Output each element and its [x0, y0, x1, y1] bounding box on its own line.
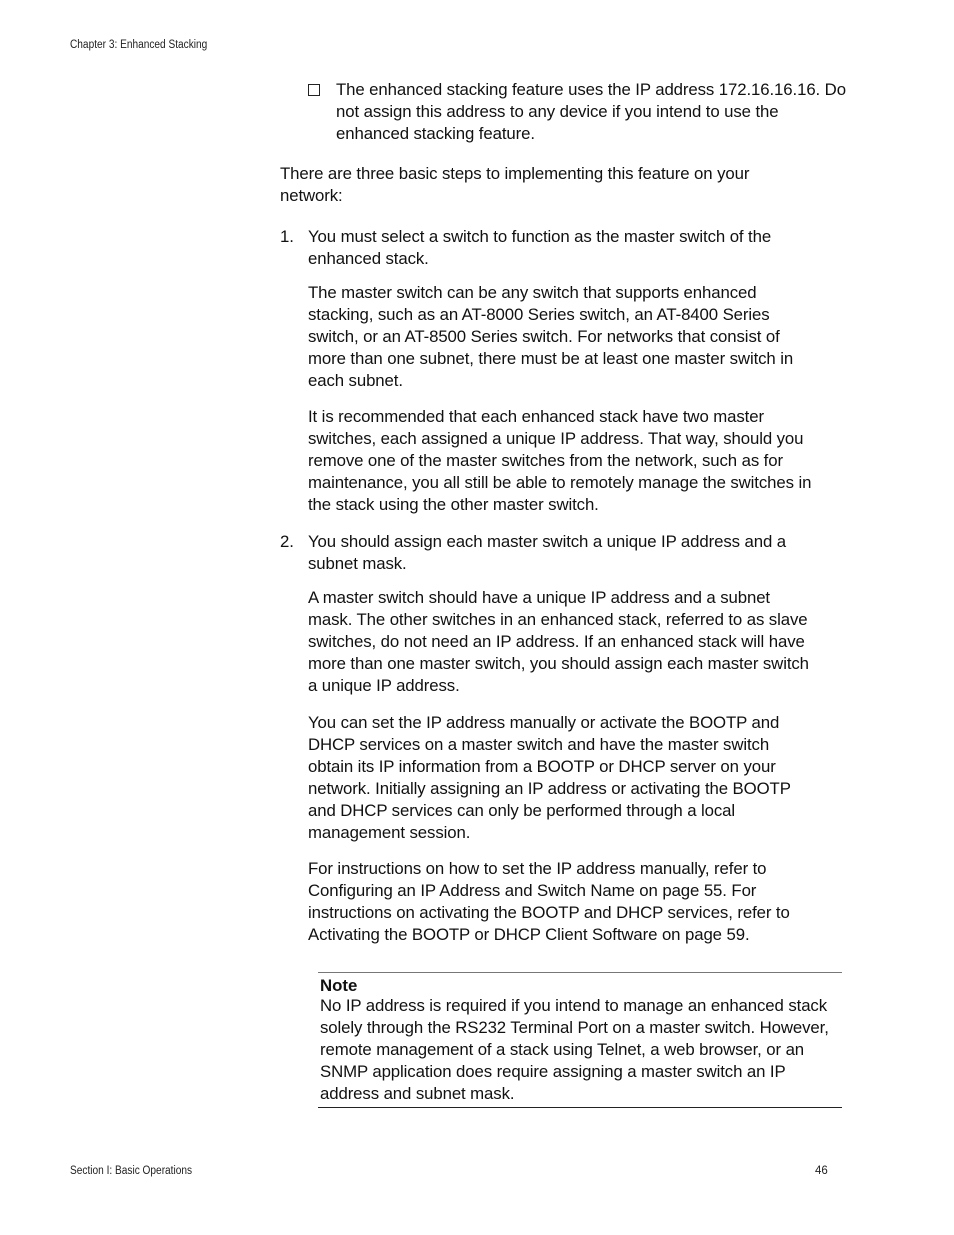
page-header-chapter: Chapter 3: Enhanced Stacking	[70, 39, 208, 51]
step-1-paragraph-1: The master switch can be any switch that supports enhanced stacking, such as an AT-8000 Series switch, an AT-8400 Series switch, or an AT-8500 Series switch. For networks that consist of more than one subnet, there must be at least one master switch in each subnet.	[308, 283, 794, 390]
intro-paragraph: There are three basic steps to implementing this feature on your network:	[280, 164, 750, 205]
note-title: Note	[320, 976, 358, 995]
step-number: 2.	[280, 532, 294, 551]
page-number: 46	[815, 1165, 828, 1177]
step-2-paragraph-1: A master switch should have a unique IP address and a subnet mask. The other switches in an enhanced stack, referred to as slave switches, do not need an IP address. If an enhanced stack will have more than one master switch, you should assign each master switch a unique IP address.	[308, 588, 809, 695]
step-2-paragraph-2: You can set the IP address manually or activate the BOOTP and DHCP services on a master switch and have the master switch obtain its IP information from a BOOTP or DHCP server on your network. Initially assigning an IP address or activating the BOOTP and DHCP services can only be performed through a local management session.	[308, 713, 791, 842]
bullet-text: The enhanced stacking feature uses the IP address 172.16.16.16. Do not assign this address to any device if you intend to use the enhanced stacking feature.	[336, 80, 846, 143]
checkbox-bullet-icon	[308, 84, 320, 96]
note-box	[318, 972, 842, 1108]
step-number: 1.	[280, 227, 294, 246]
step-1-paragraph-2: It is recommended that each enhanced stack have two master switches, each assigned a unique IP address. That way, should you remove one of the master switches from the network, such as for maintenance, you all still be able to remotely manage the switches in the stack using the other master switch.	[308, 407, 812, 514]
step-2-paragraph-3: For instructions on how to set the IP address manually, refer to Configuring an IP Address and Switch Name on page 55. For instructions on activating the BOOTP and DHCP services, refer to Activating the BOOTP or DHCP Client Software on page 59.	[308, 859, 790, 944]
page-footer-section: Section I: Basic Operations	[70, 1165, 193, 1177]
note-text: No IP address is required if you intend to manage an enhanced stack solely through the RS232 Terminal Port on a master switch. However, remote management of a stack using Telnet, a web browser, or an SNMP application does require assigning a master switch an IP address and subnet mask.	[320, 996, 829, 1103]
step-text: You must select a switch to function as the master switch of the enhanced stack.	[308, 227, 772, 268]
step-text: You should assign each master switch a unique IP address and a subnet mask.	[308, 532, 786, 573]
